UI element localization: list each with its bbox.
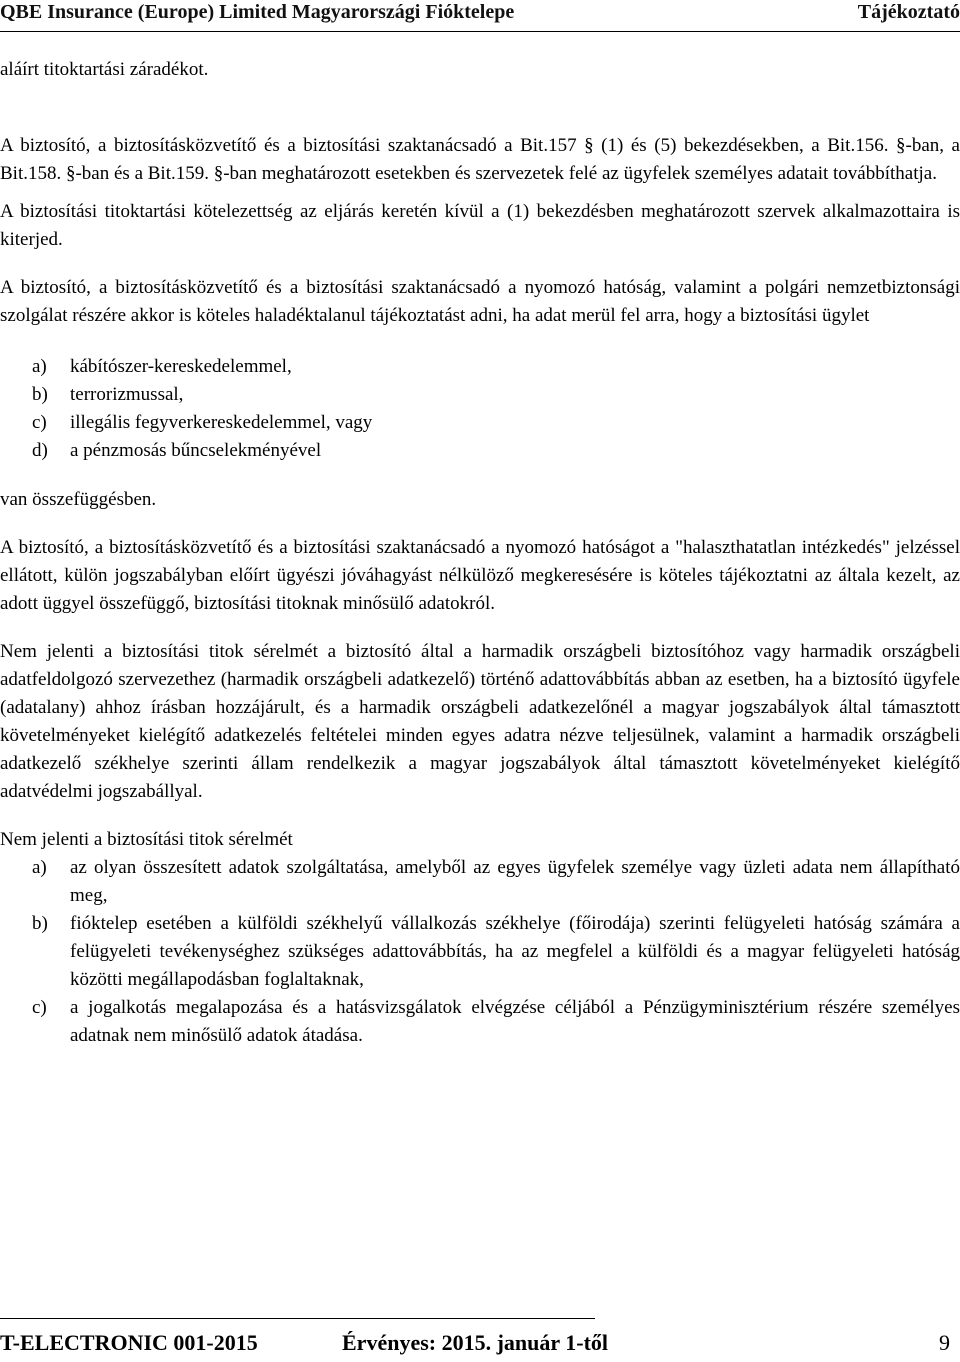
list-text: illegális fegyverkereskedelemmel, vagy — [70, 412, 373, 433]
footer-divider — [0, 1318, 595, 1319]
list-item — [32, 409, 960, 437]
footer-doc-id: T-ELECTRONIC 001-2015 — [0, 1330, 258, 1355]
list-item — [32, 994, 960, 1050]
list-item — [32, 381, 960, 409]
list-exceptions — [0, 854, 960, 1050]
paragraph-7: Nem jelenti a biztosítási titok sérelmét a biztosító által a harmadik országbeli biztosítóhoz vagy harmadik országbeli adatfeldolgozó szervezethez (harmadik országbeli adatkezelő) történő adattovábbítás abban az esetben, ha a biztosító ügyfele (adatalany) ahhoz írásban hozzájárult, és a harmadik országbeli adatkezelőnél a magyar jogszabályok által támasztott követelményeket kielégítő adatkezelés feltételei minden egyes adatra nézve teljesülnek, valamint a harmadik országbeli adatkezelő székhelye szerinti állam rendelkezik a magyar jogszabályok által támasztott követelményeket kielégítő adatvédelmi jogszabállyal. — [0, 641, 960, 802]
list-item — [32, 437, 960, 465]
footer-page-number: 9 — [939, 1330, 950, 1355]
header-divider — [0, 31, 960, 32]
header-doc-type: Tájékoztató — [857, 1, 960, 23]
paragraph-1: aláírt titoktartási záradékot. — [0, 59, 209, 80]
page-footer — [0, 1328, 960, 1358]
paragraph-3: A biztosítási titoktartási kötelezettség az eljárás keretén kívül a (1) bekezdésben meghatározott szervek alkalmazottaira is kiterjed. — [0, 201, 960, 250]
page-header — [0, 0, 960, 28]
paragraph-2: A biztosító, a biztosításközvetítő és a biztosítási szaktanácsadó a Bit.157 § (1) és (5) bekezdésekben, a Bit.156. §-ban, a Bit.158. §-ban és a Bit.159. §-ban meghatározott esetekben és szervezetek felé az ügyfelek személyes adatait továbbíthatja. — [0, 135, 960, 184]
list-crimes — [0, 353, 960, 465]
list-item — [32, 854, 960, 910]
list-text: a jogalkotás megalapozása és a hatásvizsgálatok elvégzése céljából a Pénzügyminisztérium részére személyes adatnak nem minősülő adatok átadása. — [70, 997, 960, 1046]
paragraph-6: A biztosító, a biztosításközvetítő és a biztosítási szaktanácsadó a nyomozó hatóságot a "halaszthatatlan intézkedés" jelzéssel ellátott, külön jogszabályban előírt ügyészi jóváhagyást nélkülöző megkeresésére is köteles tájékoztatni az általa kezelt, az adott üggyel összefüggő, biztosítási titoknak minősülő adatokról. — [0, 537, 960, 614]
paragraph-5: van összefüggésben. — [0, 489, 157, 510]
list-text: az olyan összesített adatok szolgáltatása, amelyből az egyes ügyfelek személye vagy üzleti adata nem állapítható meg, — [70, 857, 960, 906]
list-marker: a) — [32, 356, 47, 377]
header-company: QBE Insurance (Europe) Limited Magyarországi Fióktelepe — [0, 1, 515, 23]
footer-valid-date: Érvényes: 2015. január 1-től — [342, 1330, 609, 1355]
list-marker: c) — [32, 997, 47, 1018]
list-marker: b) — [32, 384, 48, 405]
list-item — [32, 353, 960, 381]
list-item — [32, 910, 960, 994]
list-text: a pénzmosás bűncselekményével — [70, 440, 322, 461]
list-text: terrorizmussal, — [70, 384, 184, 405]
paragraph-8: Nem jelenti a biztosítási titok sérelmét — [0, 829, 293, 850]
paragraph-4: A biztosító, a biztosításközvetítő és a biztosítási szaktanácsadó a nyomozó hatóság, valamint a polgári nemzetbiztonsági szolgálat részére akkor is köteles haladéktalanul tájékoztatást adni, ha adat merül fel arra, hogy a biztosítási ügylet — [0, 277, 960, 326]
list-marker: d) — [32, 440, 48, 461]
list-marker: c) — [32, 412, 47, 433]
list-marker: a) — [32, 857, 47, 878]
document-body — [0, 56, 960, 1050]
list-text: kábítószer-kereskedelemmel, — [70, 356, 292, 377]
list-marker: b) — [32, 913, 48, 934]
list-text: fióktelep esetében a külföldi székhelyű vállalkozás székhelye (főirodája) szerinti felügyeleti hatóság számára a felügyeleti tevékenységhez szükséges adattovábbítás, ha az megfelel a külföldi és a magyar felügyeleti hatóság közötti megállapodásban foglaltaknak, — [70, 913, 960, 990]
